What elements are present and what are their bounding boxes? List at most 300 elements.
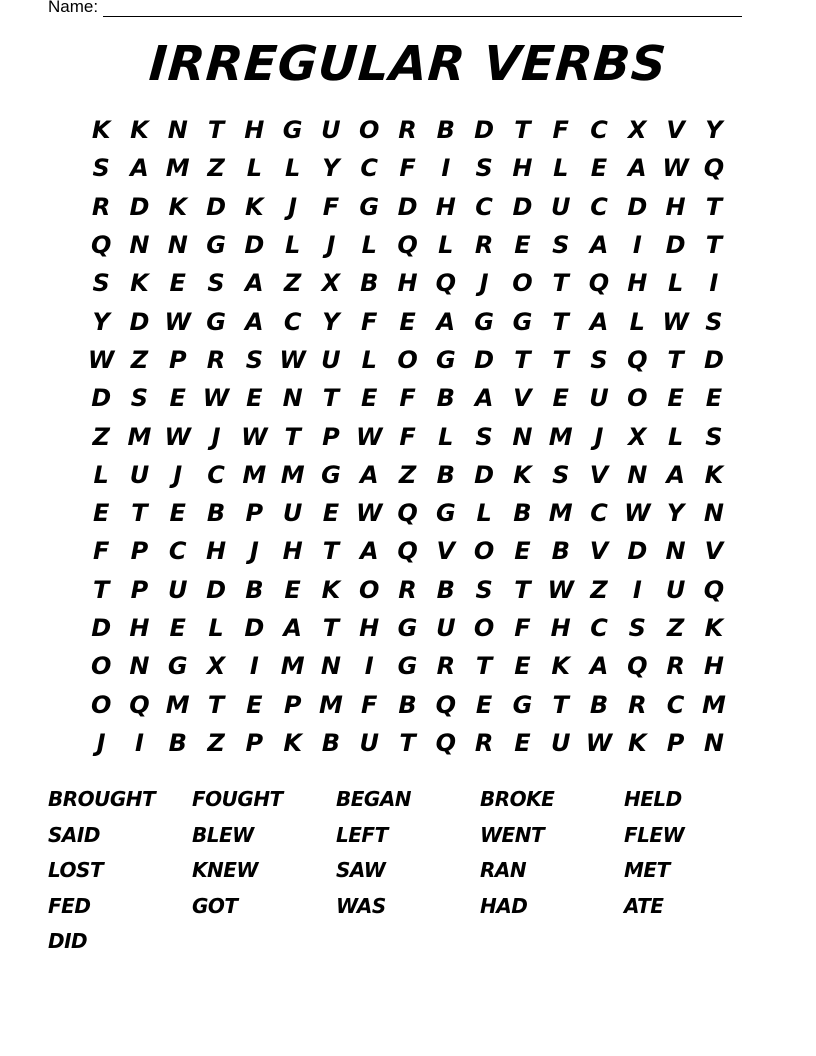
grid-cell[interactable]: U (321, 116, 341, 145)
grid-cell[interactable]: U (550, 192, 571, 221)
grid-cell[interactable]: K (130, 269, 149, 298)
grid-cell[interactable]: U (665, 575, 686, 604)
grid-cell[interactable]: F (399, 422, 416, 451)
word-list (48, 784, 768, 962)
grid-cell[interactable]: T (207, 116, 225, 145)
grid-cell[interactable]: B (206, 499, 226, 528)
grid-cell[interactable]: Y (322, 307, 340, 336)
grid-cell[interactable]: A (359, 460, 379, 489)
grid-cell[interactable]: K (283, 728, 302, 757)
grid-cell[interactable]: S (628, 614, 646, 642)
grid-cell[interactable]: D (91, 384, 112, 413)
grid-cell[interactable]: Z (207, 728, 225, 757)
grid-cell[interactable]: M (280, 460, 305, 489)
grid-cell[interactable]: S (475, 575, 493, 604)
grid-cell[interactable]: N (129, 652, 150, 681)
grid-cell[interactable]: E (361, 384, 378, 413)
grid-cell[interactable]: T (514, 575, 531, 604)
grid-cell[interactable]: A (359, 537, 379, 566)
grid-cell[interactable]: S (245, 345, 263, 374)
grid-cell[interactable]: L (667, 422, 684, 451)
grid-cell[interactable]: E (514, 652, 531, 681)
grid-cell[interactable]: W (202, 384, 230, 413)
grid-cell[interactable]: M (548, 499, 573, 528)
grid-cell[interactable]: W (547, 575, 574, 604)
name-line[interactable] (103, 1, 742, 17)
grid-cell[interactable]: F (361, 307, 378, 336)
grid-cell[interactable]: X (321, 269, 341, 298)
grid-cell[interactable]: D (512, 192, 533, 221)
grid-cell[interactable]: R (436, 652, 456, 681)
grid-cell[interactable]: U (321, 345, 341, 374)
word-list-item: FOUGHT (192, 787, 283, 811)
grid-cell[interactable]: N (320, 652, 341, 681)
grid-cell[interactable]: T (131, 499, 148, 528)
grid-cell[interactable]: A (628, 154, 647, 183)
grid-cell[interactable]: N (167, 231, 188, 260)
grid-cell[interactable]: E (514, 537, 531, 566)
grid-cell[interactable]: E (322, 499, 340, 528)
grid-cell[interactable]: H (359, 614, 380, 642)
grid-cell[interactable]: J (249, 537, 259, 566)
grid-cell[interactable]: N (167, 116, 188, 145)
grid-cell[interactable]: S (475, 154, 493, 183)
grid-cell[interactable]: Q (397, 537, 418, 566)
grid-cell[interactable]: B (245, 575, 264, 604)
grid-cell[interactable]: P (168, 345, 187, 374)
grid-cell[interactable]: T (92, 575, 110, 604)
grid-cell[interactable]: N (703, 499, 724, 528)
grid-cell[interactable]: M (280, 652, 305, 681)
grid-cell[interactable]: W (279, 345, 306, 374)
grid-cell[interactable]: I (441, 154, 451, 183)
grid-cell[interactable]: C (590, 192, 608, 221)
grid-cell[interactable]: G (282, 116, 303, 145)
grid-cell[interactable]: Q (129, 690, 150, 719)
grid-cell[interactable]: Y (705, 116, 723, 145)
grid-cell[interactable]: T (552, 307, 569, 336)
grid-cell[interactable]: A (589, 231, 609, 260)
grid-cell[interactable]: H (703, 652, 724, 681)
grid-cell[interactable]: S (705, 307, 723, 336)
grid-cell[interactable]: A (474, 384, 494, 413)
grid-cell[interactable]: H (282, 537, 303, 566)
grid-cell[interactable]: N (512, 422, 533, 451)
grid-cell[interactable]: Q (703, 154, 725, 183)
grid-cell[interactable]: C (207, 460, 225, 489)
grid-cell[interactable]: G (474, 307, 494, 336)
grid-cell[interactable]: O (90, 652, 112, 681)
grid-cell[interactable]: T (667, 345, 684, 374)
grid-cell[interactable]: M (242, 460, 267, 489)
grid-cell[interactable]: U (436, 614, 456, 642)
grid-cell[interactable]: P (245, 499, 264, 528)
grid-cell[interactable]: H (205, 537, 227, 566)
grid-cell[interactable]: L (438, 231, 454, 260)
grid-cell[interactable]: C (360, 154, 379, 183)
grid-cell[interactable]: D (129, 307, 150, 336)
grid-cell[interactable]: S (475, 422, 493, 451)
grid-cell[interactable]: W (662, 307, 689, 336)
grid-cell[interactable]: T (552, 269, 569, 298)
grid-cell[interactable]: W (87, 345, 115, 374)
grid-cell[interactable]: C (666, 690, 685, 719)
grid-cell[interactable]: K (551, 652, 571, 681)
grid-cell[interactable]: D (206, 192, 226, 221)
grid-cell[interactable]: H (397, 269, 418, 298)
grid-cell[interactable]: S (705, 422, 723, 451)
grid-cell[interactable]: E (590, 154, 608, 183)
grid-cell[interactable]: R (628, 690, 647, 719)
grid-cell[interactable]: Q (435, 690, 457, 719)
grid-cell[interactable]: W (355, 499, 383, 528)
grid-cell[interactable]: W (164, 422, 191, 451)
grid-cell[interactable]: T (514, 345, 531, 374)
grid-cell[interactable]: D (474, 116, 495, 145)
grid-cell[interactable]: R (666, 652, 685, 681)
grid-cell[interactable]: Z (130, 345, 149, 374)
grid-cell[interactable]: E (552, 384, 569, 413)
grid-cell[interactable]: F (514, 614, 531, 642)
grid-cell[interactable]: W (624, 499, 651, 528)
grid-cell[interactable]: J (173, 460, 183, 489)
grid-cell[interactable]: K (321, 575, 341, 604)
grid-cell[interactable]: H (244, 116, 265, 145)
grid-cell[interactable]: A (245, 307, 264, 336)
grid-cell[interactable]: A (436, 307, 456, 336)
grid-cell[interactable]: S (92, 154, 110, 183)
grid-cell[interactable]: V (666, 116, 685, 145)
grid-cell[interactable]: O (359, 116, 380, 145)
grid-cell[interactable]: U (550, 728, 571, 757)
grid-cell[interactable]: D (244, 231, 265, 260)
grid-cell[interactable]: Q (90, 231, 112, 260)
grid-cell[interactable]: O (473, 537, 495, 566)
grid-cell[interactable]: L (361, 345, 377, 374)
grid-cell[interactable]: W (585, 728, 613, 757)
word-list-item: KNEW (192, 858, 258, 882)
grid-cell[interactable]: D (703, 345, 724, 374)
grid-cell[interactable]: B (436, 460, 455, 489)
word-list-item: BLEW (192, 822, 254, 847)
grid-cell[interactable]: K (704, 460, 724, 489)
word-list-item: HAD (480, 893, 528, 918)
grid-cell[interactable]: G (167, 652, 188, 681)
grid-cell[interactable]: M (165, 690, 190, 719)
grid-cell[interactable]: U (129, 460, 150, 489)
grid-cell[interactable]: D (665, 231, 686, 260)
grid-cell[interactable]: B (513, 499, 532, 528)
grid-cell[interactable]: D (91, 614, 112, 642)
grid-cell[interactable]: T (207, 690, 225, 719)
grid-cell[interactable]: M (165, 154, 190, 183)
grid-cell[interactable]: E (169, 499, 186, 528)
grid-cell[interactable]: L (553, 154, 569, 183)
grid-cell[interactable]: Q (627, 345, 648, 374)
grid-cell[interactable]: R (474, 728, 494, 757)
grid-cell[interactable]: I (632, 575, 642, 604)
grid-cell[interactable]: D (129, 192, 150, 221)
grid-cell[interactable]: G (435, 345, 456, 374)
grid-cell[interactable]: L (208, 614, 224, 642)
grid-cell[interactable]: T (399, 728, 416, 757)
grid-cell[interactable]: O (512, 269, 533, 298)
grid-cell[interactable]: N (703, 728, 724, 757)
grid-cell[interactable]: B (398, 690, 417, 719)
grid-cell[interactable]: L (361, 231, 377, 260)
grid-cell[interactable]: S (92, 269, 110, 298)
grid-cell[interactable]: T (552, 690, 569, 719)
grid-cell[interactable]: P (130, 537, 149, 566)
grid-cell[interactable]: D (397, 192, 418, 221)
grid-cell[interactable]: R (474, 231, 494, 260)
grid-cell[interactable]: L (284, 154, 301, 183)
grid-cell[interactable]: T (322, 537, 340, 566)
grid-cell[interactable]: V (436, 537, 456, 566)
grid-cell[interactable]: Z (398, 460, 417, 489)
grid-cell[interactable]: W (355, 422, 383, 451)
grid-cell[interactable]: C (168, 537, 187, 566)
grid-cell[interactable]: F (322, 192, 340, 221)
grid-cell[interactable]: I (364, 652, 374, 681)
grid-cell[interactable]: B (436, 575, 455, 604)
word-list-item: FLEW (624, 822, 685, 847)
grid-cell[interactable]: L (93, 460, 109, 489)
grid-cell[interactable]: P (130, 575, 149, 604)
grid-cell[interactable]: N (627, 460, 648, 489)
grid-cell[interactable]: K (513, 460, 532, 489)
grid-cell[interactable]: E (667, 384, 684, 413)
grid-cell[interactable]: C (590, 116, 608, 145)
grid-cell[interactable]: T (705, 231, 723, 260)
grid-cell[interactable]: B (321, 728, 341, 757)
grid-cell[interactable]: Z (590, 575, 608, 604)
grid-cell[interactable]: K (168, 192, 188, 221)
grid-cell[interactable]: Z (666, 614, 685, 642)
grid-cell[interactable]: V (589, 460, 609, 489)
grid-cell[interactable]: R (398, 575, 417, 604)
grid-cell[interactable]: G (359, 192, 380, 221)
grid-cell[interactable]: E (514, 231, 531, 260)
grid-cell[interactable]: S (552, 460, 570, 489)
grid-cell[interactable]: L (284, 231, 301, 260)
grid-cell[interactable]: Z (92, 422, 110, 451)
grid-cell[interactable]: L (629, 307, 645, 336)
grid-cell[interactable]: C (590, 499, 608, 528)
grid-cell[interactable]: Y (92, 307, 110, 336)
grid-cell[interactable]: H (665, 192, 686, 221)
grid-cell[interactable]: N (282, 384, 303, 413)
grid-cell[interactable]: A (130, 154, 149, 183)
grid-cell[interactable]: Q (435, 269, 457, 298)
grid-cell[interactable]: D (474, 345, 495, 374)
grid-cell[interactable]: P (322, 422, 340, 451)
grid-cell[interactable]: N (129, 231, 150, 260)
grid-cell[interactable]: S (590, 345, 608, 374)
grid-cell[interactable]: D (474, 460, 495, 489)
grid-cell[interactable]: K (91, 116, 111, 145)
grid-cell[interactable]: Q (397, 231, 418, 260)
grid-cell[interactable]: Z (283, 269, 302, 298)
grid-cell[interactable]: E (169, 269, 186, 298)
grid-cell[interactable]: F (361, 690, 378, 719)
grid-cell[interactable]: B (436, 116, 455, 145)
grid-cell[interactable]: D (627, 192, 648, 221)
grid-cell[interactable]: X (628, 422, 647, 451)
grid-cell[interactable]: J (211, 422, 221, 451)
grid-cell[interactable]: H (550, 614, 571, 642)
grid-cell[interactable]: D (206, 575, 226, 604)
grid-cell[interactable]: K (130, 116, 149, 145)
grid-cell[interactable]: A (283, 614, 302, 642)
grid-cell[interactable]: G (512, 307, 533, 336)
grid-cell[interactable]: O (627, 384, 648, 413)
grid-cell[interactable]: H (627, 269, 648, 298)
grid-cell[interactable]: G (321, 460, 341, 489)
grid-cell[interactable]: E (92, 499, 110, 528)
grid-cell[interactable]: H (512, 154, 533, 183)
grid-cell[interactable]: J (96, 728, 106, 757)
grid-cell[interactable]: U (589, 384, 609, 413)
grid-cell[interactable]: N (665, 537, 686, 566)
grid-cell[interactable]: V (704, 537, 724, 566)
grid-cell[interactable]: O (473, 614, 495, 642)
grid-cell[interactable]: W (241, 422, 268, 451)
grid-cell[interactable]: G (206, 231, 226, 260)
grid-cell[interactable]: Y (666, 499, 685, 528)
grid-cell[interactable]: O (90, 690, 112, 719)
grid-cell[interactable]: S (130, 384, 149, 413)
grid-cell[interactable]: J (479, 269, 489, 298)
grid-cell[interactable]: A (245, 269, 264, 298)
grid-cell[interactable]: X (206, 652, 226, 681)
grid-cell[interactable]: T (322, 614, 340, 642)
grid-cell[interactable]: S (207, 269, 225, 298)
grid-cell[interactable]: E (246, 690, 263, 719)
grid-cell[interactable]: L (667, 269, 684, 298)
grid-cell[interactable]: Q (435, 728, 457, 757)
grid-cell[interactable]: M (701, 690, 726, 719)
grid-cell[interactable]: B (551, 537, 570, 566)
grid-cell[interactable]: P (283, 690, 302, 719)
grid-cell[interactable]: G (435, 499, 456, 528)
grid-cell[interactable]: F (92, 537, 110, 566)
grid-cell[interactable]: E (399, 307, 416, 336)
grid-cell[interactable]: G (397, 614, 418, 642)
grid-cell[interactable]: V (513, 384, 532, 413)
grid-cell[interactable]: T (322, 384, 340, 413)
grid-cell[interactable]: E (246, 384, 263, 413)
grid-cell[interactable]: O (359, 575, 380, 604)
grid-cell[interactable]: U (282, 499, 303, 528)
grid-cell[interactable]: Q (397, 499, 418, 528)
grid-cell[interactable]: B (168, 728, 187, 757)
word-list-item: FED (48, 893, 91, 918)
grid-cell[interactable]: W (662, 154, 689, 183)
grid-cell[interactable]: B (436, 384, 455, 413)
grid-cell[interactable]: T (705, 192, 723, 221)
grid-cell[interactable]: E (169, 384, 186, 413)
grid-cell[interactable]: I (249, 652, 259, 681)
grid-cell[interactable]: Q (703, 575, 725, 604)
grid-cell[interactable]: C (590, 614, 608, 642)
grid-cell[interactable]: X (628, 116, 647, 145)
grid-cell[interactable]: L (438, 422, 454, 451)
grid-cell[interactable]: F (399, 384, 416, 413)
grid-cell[interactable]: T (475, 652, 493, 681)
grid-cell[interactable]: C (283, 307, 302, 336)
grid-cell[interactable]: U (359, 728, 379, 757)
grid-cell[interactable]: M (548, 422, 573, 451)
grid-cell[interactable]: P (245, 728, 264, 757)
grid-cell[interactable]: K (628, 728, 647, 757)
grid-cell[interactable]: Z (207, 154, 225, 183)
name-label: Name: (48, 0, 99, 16)
grid-cell[interactable]: Q (627, 652, 648, 681)
grid-cell[interactable]: L (476, 499, 492, 528)
grid-cell[interactable]: E (284, 575, 301, 604)
grid-cell[interactable]: C (475, 192, 493, 221)
grid-cell[interactable]: A (589, 652, 609, 681)
grid-cell[interactable]: K (704, 614, 724, 642)
grid-cell[interactable]: B (360, 269, 379, 298)
grid-cell[interactable]: E (169, 614, 186, 642)
grid-cell[interactable]: T (514, 116, 531, 145)
grid-cell[interactable]: E (705, 384, 723, 413)
grid-cell[interactable]: R (206, 345, 226, 374)
grid-cell[interactable]: G (397, 652, 418, 681)
grid-cell[interactable]: O (397, 345, 418, 374)
grid-cell[interactable]: G (512, 690, 533, 719)
grid-cell[interactable]: I (632, 231, 642, 260)
grid-cell[interactable]: T (552, 345, 569, 374)
grid-cell[interactable]: B (589, 690, 609, 719)
grid-cell[interactable]: J (594, 422, 604, 451)
grid-cell[interactable]: U (167, 575, 188, 604)
grid-cell[interactable]: Y (322, 154, 340, 183)
grid-cell[interactable]: W (164, 307, 191, 336)
grid-cell[interactable]: T (284, 422, 301, 451)
grid-cell[interactable]: A (666, 460, 685, 489)
grid-cell[interactable]: K (245, 192, 264, 221)
grid-cell[interactable]: Q (588, 269, 610, 298)
grid-cell[interactable]: D (244, 614, 265, 642)
grid-cell[interactable]: V (589, 537, 609, 566)
grid-cell[interactable]: H (129, 614, 150, 642)
grid-cell[interactable]: G (206, 307, 226, 336)
grid-cell[interactable]: D (627, 537, 648, 566)
grid-cell[interactable]: I (709, 269, 719, 298)
grid-cell[interactable]: H (435, 192, 456, 221)
grid-cell[interactable]: L (246, 154, 262, 183)
grid-cell[interactable]: E (514, 728, 531, 757)
grid-cell[interactable]: F (552, 116, 569, 145)
grid-cell[interactable]: A (589, 307, 609, 336)
grid-cell[interactable]: M (318, 690, 343, 719)
grid-cell[interactable]: F (399, 154, 416, 183)
grid-cell[interactable]: I (134, 728, 144, 757)
name-field[interactable] (48, 0, 742, 17)
grid-cell[interactable]: S (552, 231, 570, 260)
grid-cell[interactable]: R (91, 192, 111, 221)
grid-cell[interactable]: J (288, 192, 298, 221)
grid-cell[interactable]: R (398, 116, 417, 145)
word-list-item: WAS (336, 893, 386, 918)
grid-cell[interactable]: E (475, 690, 493, 719)
grid-cell[interactable]: M (127, 422, 152, 451)
grid-cell[interactable]: J (326, 231, 336, 260)
grid-cell[interactable]: P (666, 728, 685, 757)
